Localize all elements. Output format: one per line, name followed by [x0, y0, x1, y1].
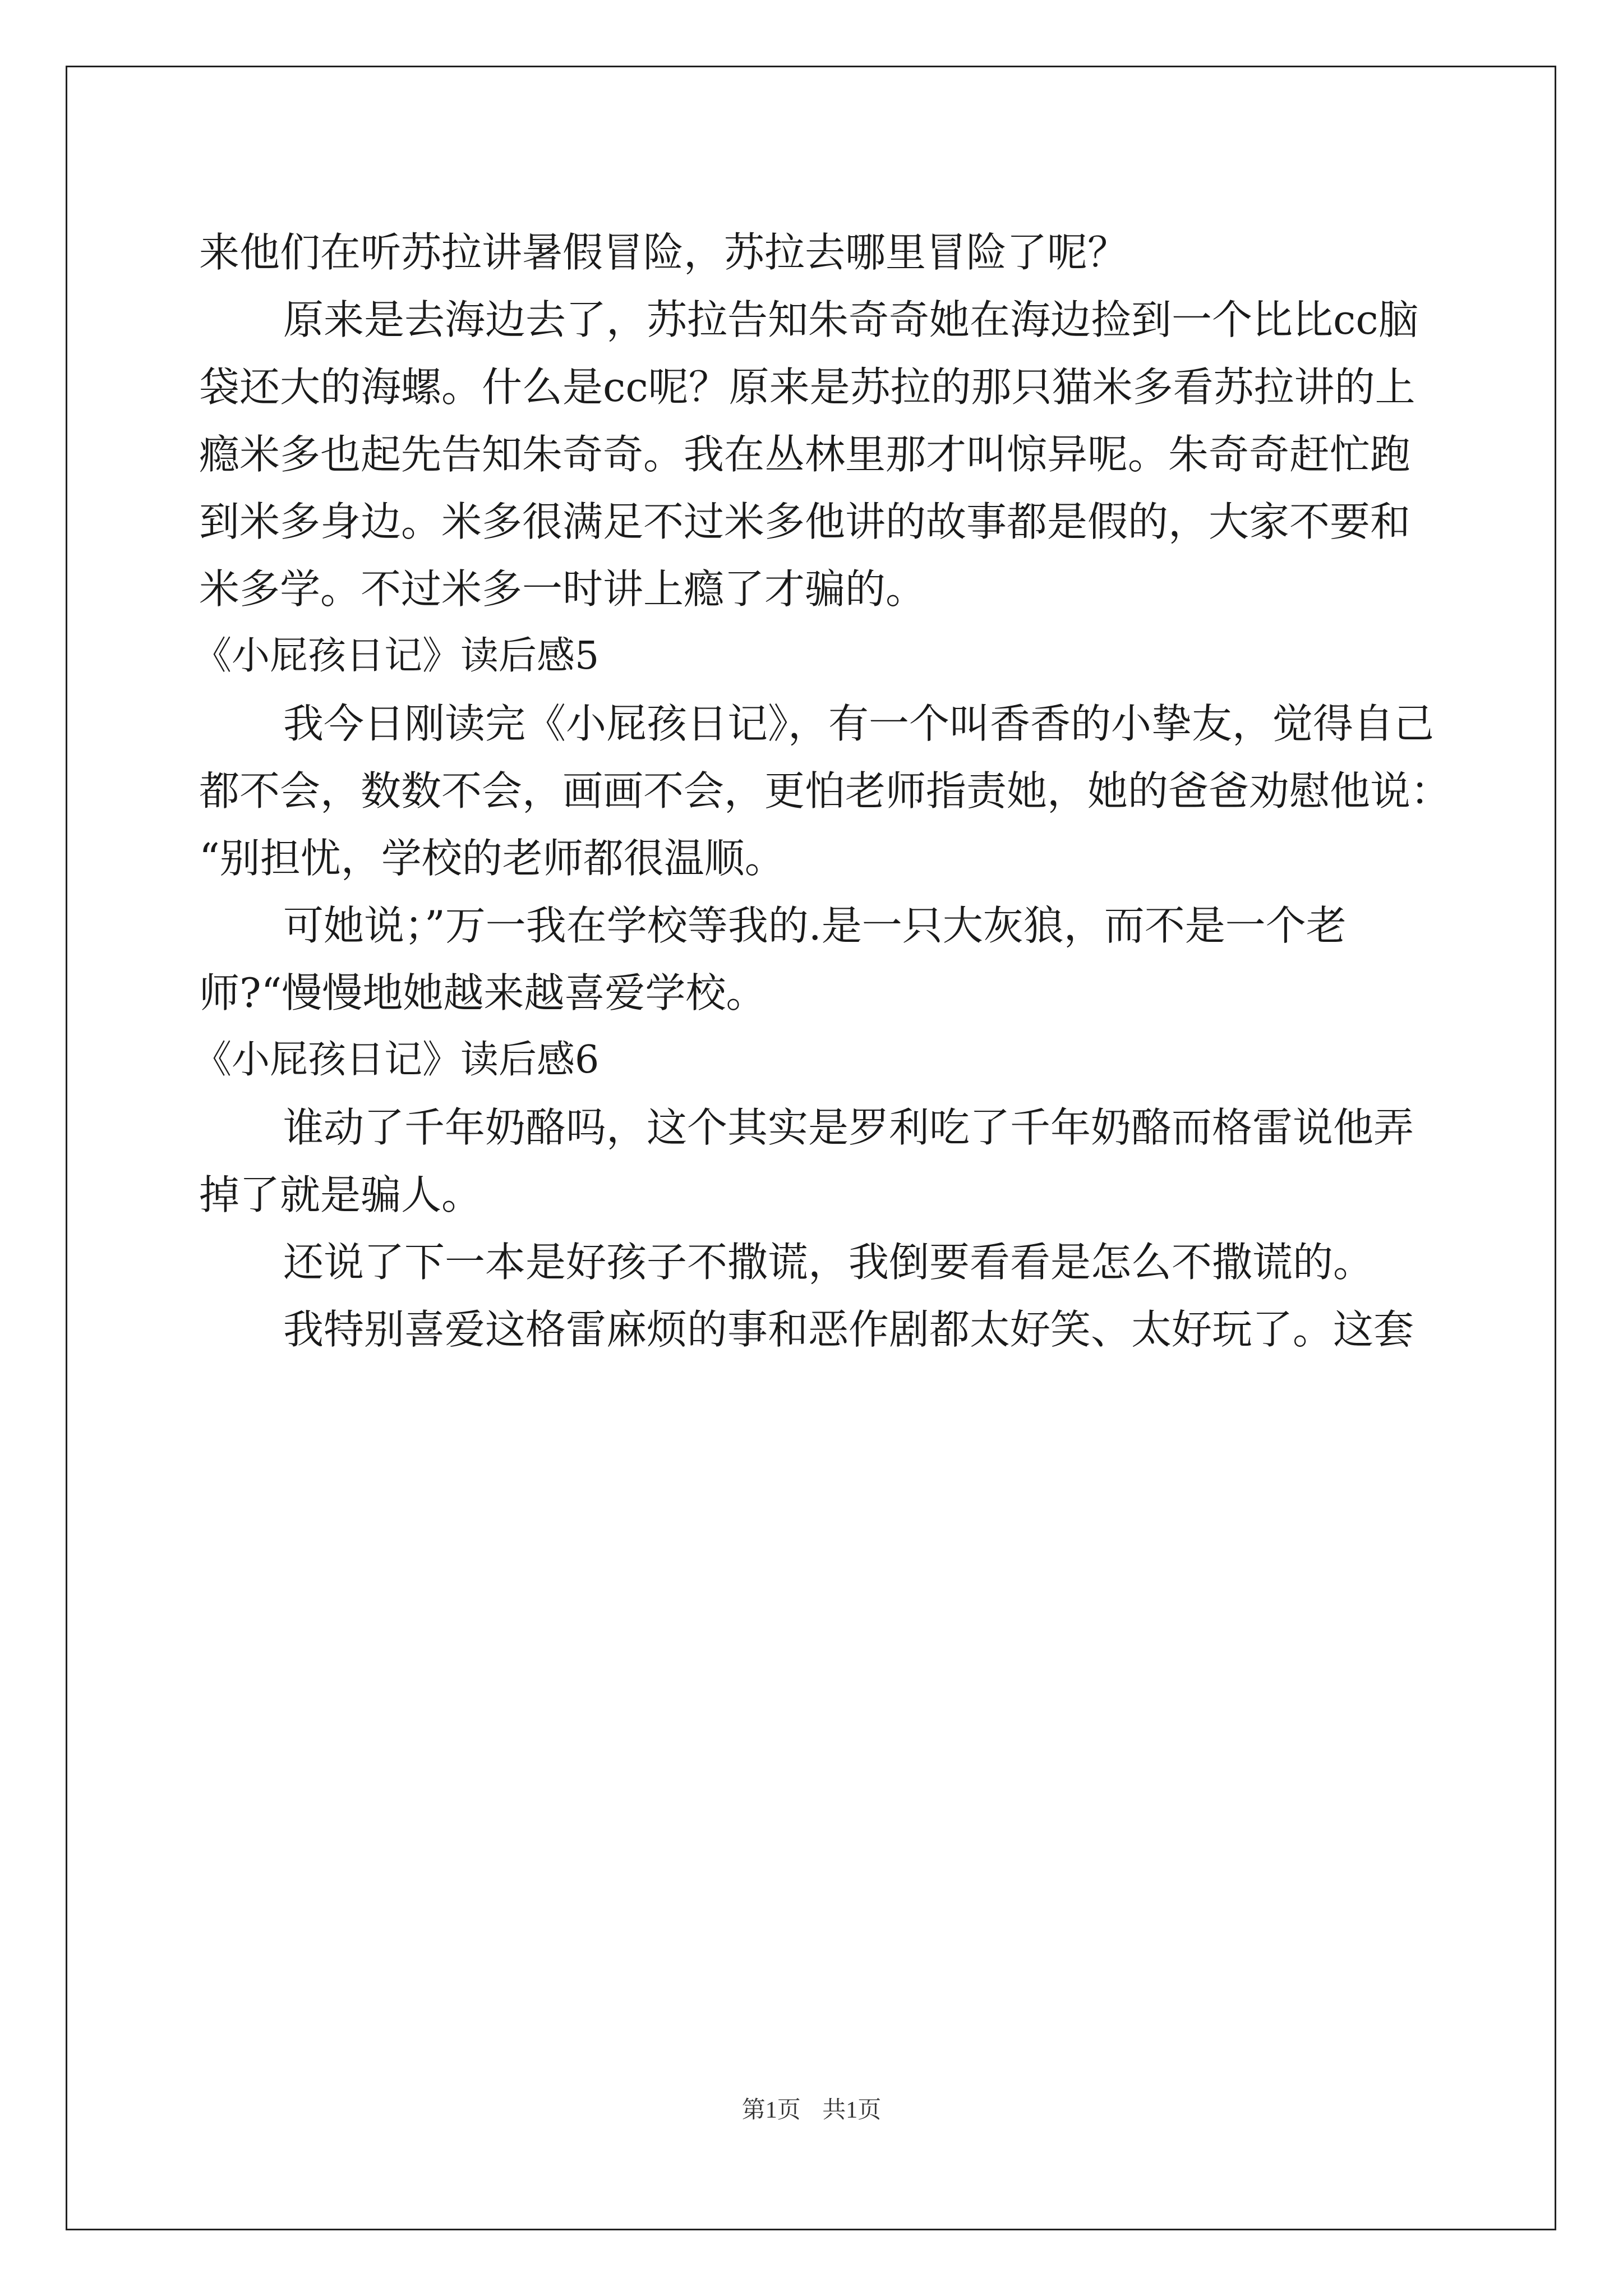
text-line: 我今日刚读完《小屁孩日记》，有一个叫香香的小挚友，觉得自己 — [283, 700, 1435, 747]
text-line: “别担忧，学校的老师都很温顺。 — [199, 835, 785, 882]
paragraph — [199, 690, 1451, 892]
section-heading — [193, 1027, 1433, 1094]
paragraph — [199, 286, 1433, 623]
page-number: 第1页 — [741, 2097, 801, 2123]
text-line: 原来是去海边去了，苏拉告知朱奇奇她在海边捡到一个比比cc脑 — [283, 296, 1419, 343]
text-line: 掉了就是骗人。 — [199, 1171, 482, 1218]
heading-text: 《小屁孩日记》读后感6 — [193, 1038, 600, 1082]
text-line: 谁动了千年奶酪吗，这个其实是罗利吃了千年奶酪而格雷说他弄 — [283, 1104, 1414, 1151]
page-total: 共1页 — [822, 2097, 882, 2123]
text-line: 瘾米多也起先告知朱奇奇。我在丛林里那才叫惊异呢。朱奇奇赶忙跑 — [199, 431, 1411, 478]
paragraph — [199, 892, 1433, 1027]
text-line: 我特别喜爱这格雷麻烦的事和恶作剧都太好笑、太好玩了。这套 — [283, 1306, 1414, 1353]
document-body — [193, 219, 1451, 1363]
text-line: 还说了下一本是好孩子不撒谎，我倒要看看是怎么不撒谎的。 — [283, 1239, 1374, 1286]
heading-text: 《小屁孩日记》读后感5 — [193, 634, 600, 678]
paragraph — [199, 1094, 1433, 1228]
page-footer — [0, 2091, 1623, 2125]
text-line: 都不会，数数不会，画画不会，更怕老师指责她，她的爸爸劝慰他说： — [199, 767, 1451, 815]
section-heading — [193, 623, 1433, 690]
paragraph — [199, 219, 1433, 286]
text-line: 师?“慢慢地她越来越喜爱学校。 — [199, 969, 767, 1016]
text-line: 袋还大的海螺。什么是cc呢？原来是苏拉的那只猫米多看苏拉讲的上 — [199, 364, 1415, 411]
text-line: 到米多身边。米多很满足不过米多他讲的故事都是假的，大家不要和 — [199, 498, 1411, 545]
paragraph — [199, 1296, 1433, 1363]
paragraph — [199, 1228, 1433, 1296]
text-line: 米多学。不过米多一时讲上瘾了才骗的。 — [199, 565, 926, 613]
text-line: 来他们在听苏拉讲暑假冒险，苏拉去哪里冒险了呢？ — [199, 229, 1128, 276]
text-line: 可她说；”万一我在学校等我的.是一只大灰狼，而不是一个老 — [283, 902, 1347, 949]
